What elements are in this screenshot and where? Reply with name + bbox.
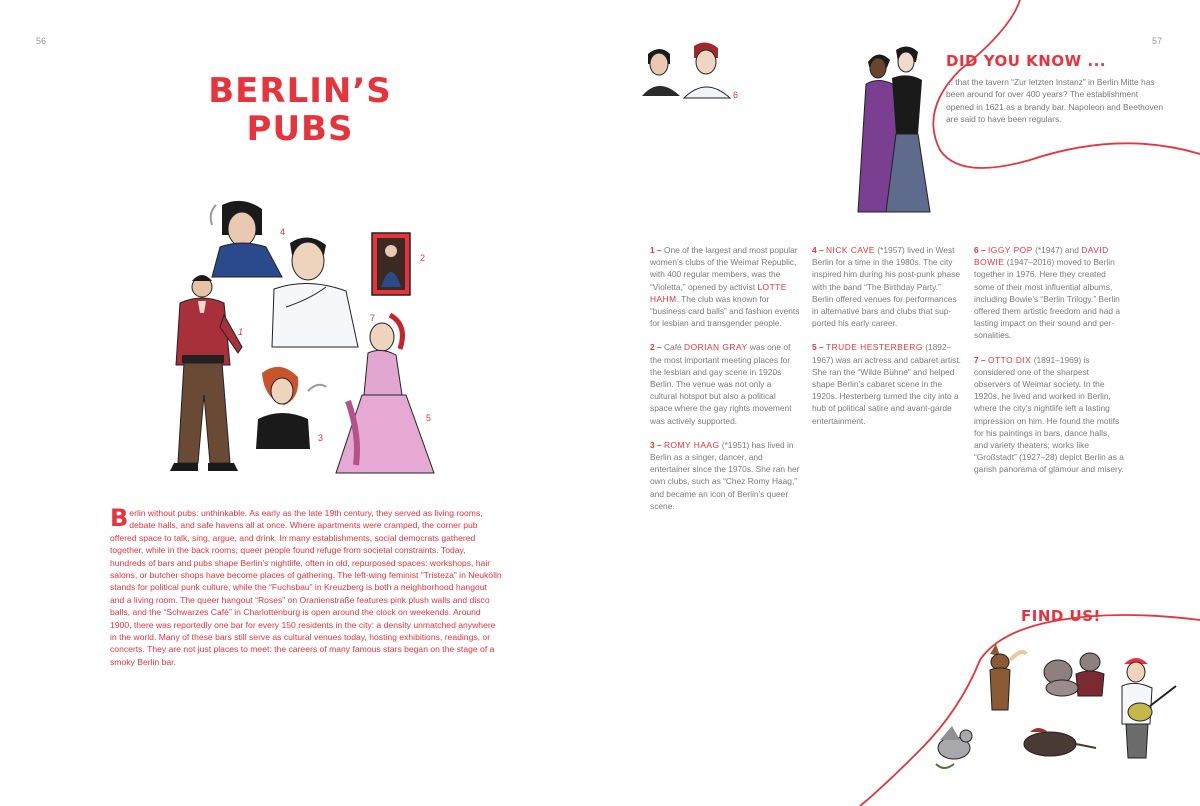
- mole-icon: [1024, 728, 1096, 756]
- figure-romy-haag: [256, 367, 326, 449]
- entry-5: 5 – TRUDE HESTERBERG (1892–1967) was an actress and cabaret artist. She ran the “Wilde Bühne” and helped shape Berlin’s cabaret scene in the 1920s. Hesterberg turned the city into a hub of political satire and avant-garde entertainment.: [812, 342, 961, 426]
- iggy-bowie-illustration: [640, 40, 740, 102]
- figure-otto-dix: [272, 237, 358, 347]
- entry-1: 1 – One of the largest and most popular women’s clubs of the Weimar Republic, with 400 regular members, was the “Violetta,” opened by activist LOTTE HAHM. The club was known for “business card balls” and fashion events for lesbian and transgender people.: [650, 245, 800, 329]
- rats-icon: [1044, 653, 1104, 696]
- find-us-title: FIND US!: [1021, 607, 1101, 625]
- entries-column-1: [650, 244, 800, 524]
- figure-label-6: 6: [733, 90, 739, 100]
- figure-label-7: 7: [370, 313, 376, 323]
- entry-4: 4 – NICK CAVE (*1957) lived in West Berlin for a time in the 1980s. The city inspired him during his post-punk phase with the band “The Birthday Party.” Berlin offered venues for performances in alternative bars and clubs that supported his early career.: [812, 245, 961, 329]
- figure-label-1: 1: [238, 327, 244, 337]
- figure-label-3: 3: [318, 433, 324, 443]
- pub-characters-illustration: [150, 195, 450, 485]
- figure-lotte-hahm: [170, 275, 242, 471]
- figure-label-5: 5: [426, 413, 432, 423]
- page-title-line-2: PUBS: [246, 109, 354, 149]
- page-title-line-1: BERLIN’S: [208, 71, 392, 111]
- entries-column-3: [974, 244, 1124, 488]
- did-you-know-text: ... that the tavern “Zur letzten Instanz” in Berlin Mitte has been around for over 400 years? The establishment opened in 1621 as a brandy bar. Napoleon and Beethoven are said to have been regulars.: [946, 77, 1163, 124]
- figure-label-4: 4: [280, 227, 286, 237]
- entry-7: 7 – OTTO DIX (1891–1969) is considered one of the sharpest observers of Weimar society. In the 1920s, he lived and worked in Berlin, where the city’s nightlife left a lasting impression on him. He found the motifs for his paintings in bars, dance halls, and variety theaters; works like “Großstadt” (1927–28) depict Berlin as a garish panorama of glamour and misery.: [974, 354, 1124, 475]
- entry-2: 2 – Café DORIAN GRAY was one of the most important meeting places for the lesbian and gay scene in 1920s Berlin. The venue was not only a cultural hotspot but also a political space where the gay rights movement was actively supported.: [650, 342, 792, 426]
- entry-6: 6 – IGGY POP (*1947) and DAVID BOWIE (1947–2016) moved to Berlin together in 1976. Here they created some of their most influential albums, including Bowie’s “Berlin Trilogy.” Berlin offered them artistic freedom and had a lasting impact on their sound and personalities.: [974, 245, 1121, 341]
- did-you-know-title: DID YOU KNOW ...: [946, 52, 1106, 70]
- find-us-animals-illustration: [930, 640, 1180, 780]
- page-number-right: 57: [1152, 36, 1163, 46]
- guitarist-icon: [1122, 658, 1176, 758]
- figure-label-2: 2: [420, 253, 426, 263]
- figure-dorian-gray-portrait: [372, 233, 410, 295]
- figure-nick-cave: [211, 201, 282, 277]
- drop-cap: B: [110, 504, 129, 532]
- fox-icon: [990, 644, 1026, 710]
- entry-3: 3 – ROMY HAAG (*1951) has lived in Berlin as a singer, dancer, and entertainer since the 1970s. She ran her own clubs, such as “Chez Romy Haag,” and became an icon of Berlin’s queer scene.: [650, 439, 800, 511]
- intro-paragraph: [110, 504, 502, 668]
- page-number-left: 56: [36, 36, 47, 46]
- entries-column-2: [812, 244, 962, 439]
- intro-text: erlin without pubs: unthinkable. As early as the late 19th century, they served as living rooms, debate halls, and safe havens all at once. Where apartments were cramped, the corner pub offered space to talk, sing, argue, and drink. In many establishments, social democrats gathered together, while in the back rooms, queer people found refuge from societal constraints. Today, hundreds of bars and pubs shape Berlin’s nightlife, often in old, repurposed spaces: workshops, hair salons, or butcher shops have become places of gathering. The left-wing feminist “Tristeza” in Neukölln stands for political punk culture, while the “Fuchsbau” in Kreuzberg is both a neighborhood hangout and a living room. The queer hangout “Roses” on Oranienstraße features pink plush walls and disco balls, and the “Schwarzes Café” in Charlottenburg is open around the clock on weekends. Around 1900, there was reportedly one bar for every 150 residents in the city: a density unmatched anywhere in the world. Many of these bars still serve as cultural venues today, hosting exhibitions, readings, or concerts. They are not just places to meet: the careers of many famous stars began on the stage of a smoky Berlin bar.: [110, 508, 502, 667]
- page-title: [150, 72, 450, 148]
- pigeon-icon: [936, 726, 972, 768]
